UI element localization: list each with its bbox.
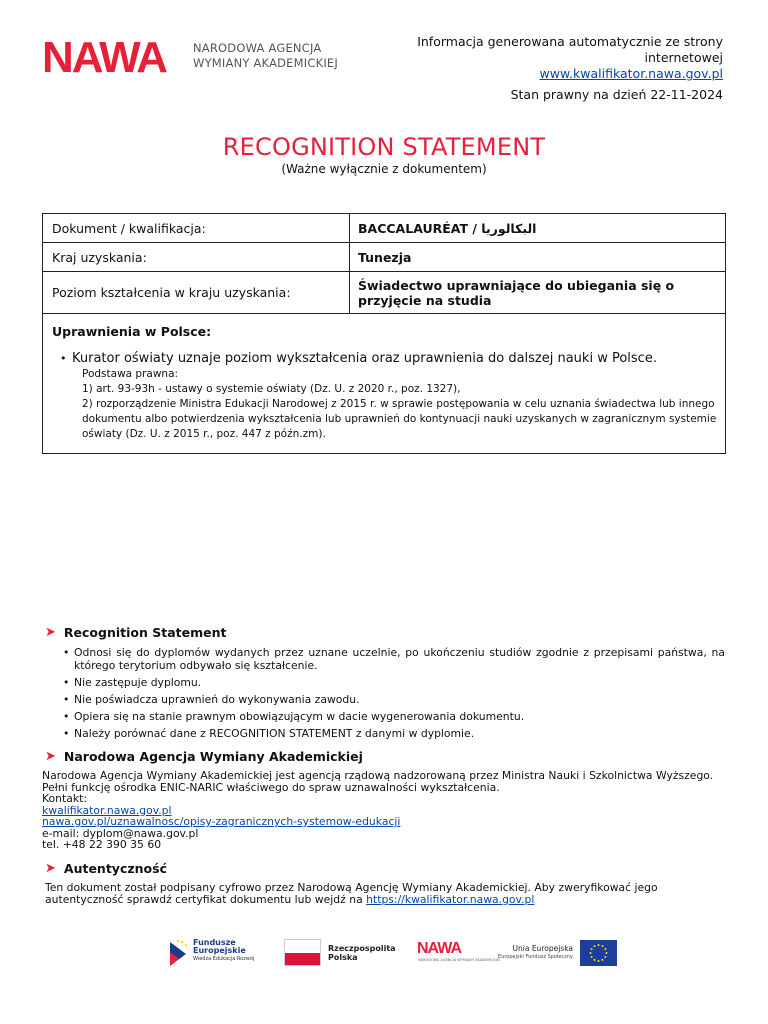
contact-email: e-mail: dyplom@nawa.gov.pl [42, 826, 199, 840]
poland-flag-icon [284, 939, 321, 966]
fundusze-europejskie-logo-icon [168, 938, 190, 968]
list-item: • Nie zastępuje dyplomu. [63, 676, 725, 689]
logo-subtitle-line1: NARODOWA AGENCJA [193, 41, 322, 55]
row-value: Świadectwo uprawniające do ubiegania się o przyjęcie na studia [358, 277, 675, 308]
uprawnienia-bullet: • Kurator oświaty uznaje poziom wykształcenia oraz uprawnienia do dalszej nauki w Polsce. [52, 351, 717, 366]
contact-phone: tel. +48 22 390 35 60 [42, 838, 162, 851]
table-row [43, 243, 725, 272]
row-value: BACCALAURÉAT / البكالوريا [358, 220, 537, 236]
logo-wordmark: NAWA [42, 33, 166, 82]
list-item: • Opiera się na stanie prawnym obowiązującym w dacie wygenerowania dokumentu. [63, 710, 725, 723]
table-row [43, 214, 725, 243]
nawa-footer-logo: NAWA [417, 940, 461, 957]
legal-item-1: 1) art. 93-93h - ustawy o systemie oświaty (Dz. U. z 2020 r., poz. 1327), [82, 383, 461, 395]
header-info [393, 34, 723, 82]
logo-subtitle-line2: WYMIANY AKADEMICKIEJ [193, 56, 338, 70]
pl-line2: Polska [328, 953, 358, 962]
row-label: Dokument / kwalifikacja: [43, 214, 350, 242]
auth-link[interactable]: https://kwalifikator.nawa.gov.pl [366, 893, 535, 906]
table-row [43, 272, 725, 314]
section-heading-recognition [45, 625, 226, 640]
recognition-list [63, 646, 725, 744]
logo-subtitle [193, 41, 338, 71]
nawa-footer-subtitle: NARODOWA AGENCJA WYMIANY AKADEMICKIEJ [418, 958, 501, 962]
row-label: Kraj uzyskania: [43, 243, 350, 271]
systems-link[interactable]: nawa.gov.pl/uznawalnosc/opisy-zagranicznych-systemow-edukacji [42, 815, 401, 828]
arrow-icon: ➤ [45, 749, 56, 764]
fundusze-europejskie-text [193, 939, 254, 963]
page-subtitle: (Ważne wyłącznie z dokumentem) [281, 162, 487, 176]
list-item: • Odnosi się do dyplomów wydanych przez uznane uczelnie, po ukończeniu studiów zgodnie z przepisami państwa, na którego terytorium odbywało się kształcenie. [63, 646, 725, 672]
ue-line1: Unia Europejska [512, 944, 573, 953]
row-label: Poziom kształcenia w kraju uzyskania: [43, 272, 350, 313]
auth-text-block [45, 882, 725, 906]
list-item: • Nie poświadcza uprawnień do wykonywania zawodu. [63, 693, 725, 706]
section-title: Recognition Statement [63, 625, 227, 640]
contact-label: Kontakt: [42, 792, 87, 805]
nawa-description-block [42, 770, 726, 851]
stan-prawny: Stan prawny na dzień 22-11-2024 [510, 87, 723, 102]
section-heading-nawa [45, 749, 363, 764]
pl-line1: Rzeczpospolita [328, 944, 396, 953]
info-link[interactable]: www.kwalifikator.nawa.gov.pl [539, 66, 723, 81]
fe-line1: Fundusze [193, 938, 236, 947]
rzeczpospolita-text [328, 944, 396, 962]
legal-basis [82, 367, 717, 442]
section-heading-auth [45, 861, 167, 876]
legal-title: Podstawa prawna: [82, 368, 179, 380]
unia-europejska-text [493, 944, 573, 962]
page-title: RECOGNITION STATEMENT [222, 133, 546, 161]
uprawnienia-heading: Uprawnienia w Polsce: [52, 324, 212, 339]
arrow-icon: ➤ [45, 861, 56, 876]
legal-item-2: 2) rozporządzenie Ministra Edukacji Narodowej z 2015 r. w sprawie postępowania w celu uznania świadectwa lub innego dokumentu albo potwierdzenia wykształcenia lub uprawnień do kontynuacji nauki uzyskanych w zagranicznym systemie oświaty (Dz. U. z 2015 r., poz. 447 z późn.zm). [82, 398, 717, 440]
uprawnienia-block [52, 324, 717, 442]
kwalifikator-link[interactable]: kwalifikator.nawa.gov.pl [42, 803, 172, 817]
list-item: • Należy porównać dane z RECOGNITION STATEMENT z danymi w dyplomie. [63, 727, 725, 740]
nawa-logo [42, 33, 342, 82]
qualification-table [42, 213, 726, 454]
eu-flag-icon [580, 940, 617, 966]
auth-text: Ten dokument został podpisany cyfrowo przez Narodową Agencję Wymiany Akademickiej. Aby zweryfikować jego autentyczność sprawdź certyfikat dokumentu lub wejdź na [45, 881, 658, 906]
fe-line2: Europejskie [193, 946, 246, 955]
section-title: Narodowa Agencja Wymiany Akademickiej [63, 749, 363, 764]
fe-small: Wiedza Edukacja Rozwój [193, 956, 255, 962]
info-text: Informacja generowana automatycznie ze strony internetowej [417, 34, 723, 65]
row-value: Tunezja [358, 249, 412, 265]
nawa-description: Narodowa Agencja Wymiany Akademickiej jest agencją rządową nadzorowaną przez Ministra Nauki i Szkolnictwa Wyższego. Pełni funkcję ośrodka ENIC-NARIC właściwego do spraw uznawalności wykształcenia. [42, 769, 714, 794]
footer-logos [168, 936, 628, 970]
section-title: Autentyczność [63, 861, 167, 876]
arrow-icon: ➤ [45, 625, 56, 640]
ue-small: Europejski Fundusz Społeczny [498, 954, 573, 960]
